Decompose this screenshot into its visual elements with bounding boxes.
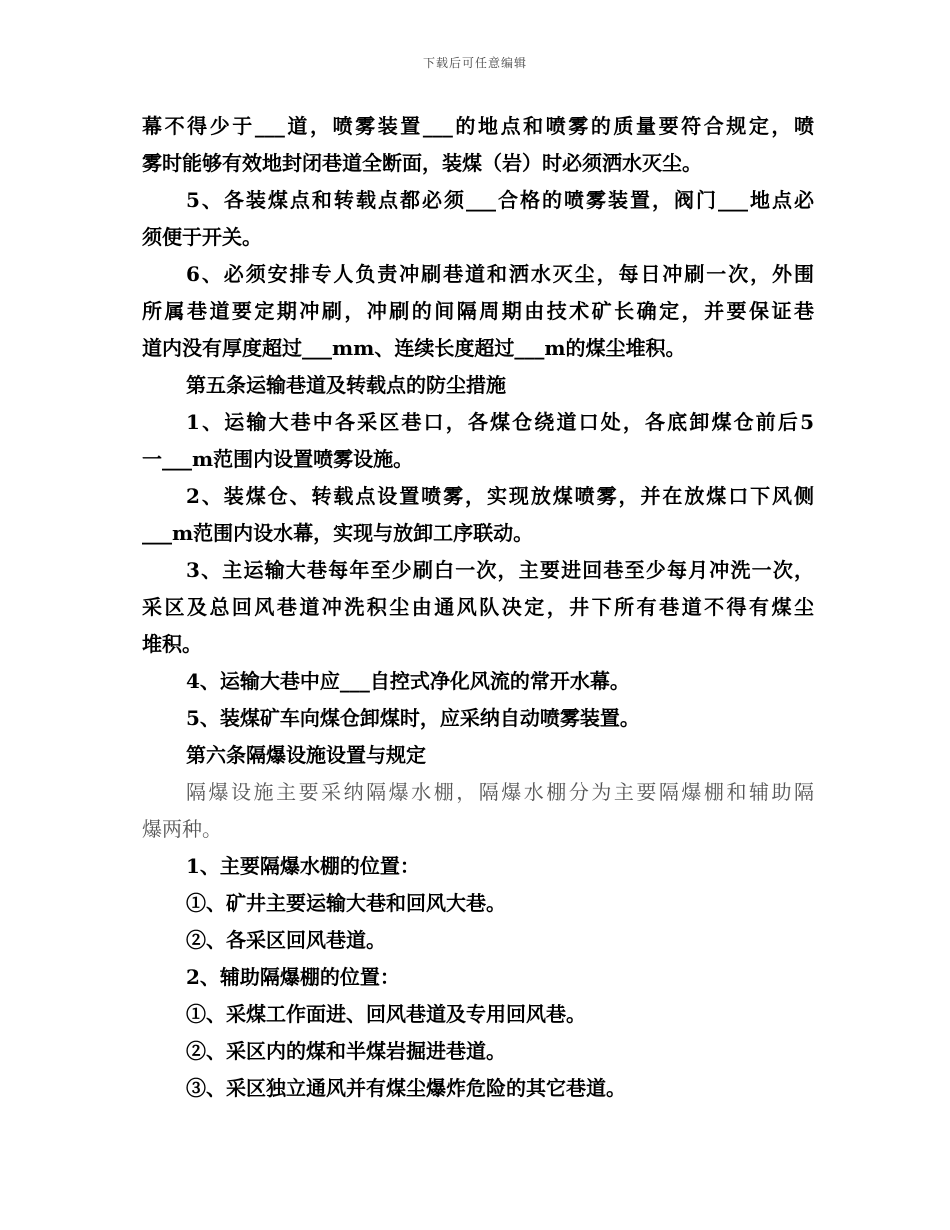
text-line: 1、主要隔爆水棚的位置：	[186, 854, 420, 878]
text-line: ①、采煤工作面进、回风巷道及专用回风巷。	[186, 1002, 586, 1026]
text-line: ①、矿井主要运输大巷和回风大巷。	[186, 891, 506, 915]
text-line: 5、各装煤点和转载点都必须___合格的喷雾装置，阀门___地点必	[186, 188, 814, 212]
text-line: 隔爆设施主要采纳隔爆水棚，隔爆水棚分为主要隔爆棚和辅助隔	[186, 780, 814, 804]
text-line: 须便于开关。	[142, 225, 262, 249]
text-line: ②、采区内的煤和半煤岩掘进巷道。	[186, 1039, 506, 1063]
text-line: 堆积。	[142, 632, 202, 656]
text-line: 爆两种。	[142, 817, 222, 841]
text-line: 幕不得少于___道，喷雾装置___的地点和喷雾的质量要符合规定，喷	[142, 114, 814, 138]
text-line: 第五条运输巷道及转载点的防尘措施	[186, 373, 506, 397]
document-body	[142, 108, 814, 1107]
text-line: 所属巷道要定期冲刷，冲刷的间隔周期由技术矿长确定，并要保证巷	[142, 299, 814, 323]
text-line: 第六条隔爆设施设置与规定	[186, 743, 426, 767]
text-line: ③、采区独立通风并有煤尘爆炸危险的其它巷道。	[186, 1076, 626, 1100]
text-line: 4、运输大巷中应___自控式净化风流的常开水幕。	[186, 669, 630, 693]
text-line: 6、必须安排专人负责冲刷巷道和洒水灭尘，每日冲刷一次，外围	[186, 262, 814, 286]
text-line: ②、各采区回风巷道。	[186, 928, 386, 952]
text-line: ___m范围内设水幕，实现与放卸工序联动。	[142, 521, 534, 545]
text-line: 采区及总回风巷道冲洗积尘由通风队决定，井下所有巷道不得有煤尘	[142, 595, 814, 619]
text-line: 5、装煤矿车向煤仓卸煤时，应采纳自动喷雾装置。	[186, 706, 640, 730]
text-line: 一___m范围内设置喷雾设施。	[142, 447, 414, 471]
text-line: 道内没有厚度超过___mm、连续长度超过___m的煤尘堆积。	[142, 336, 686, 360]
text-line: 1、运输大巷中各采区巷口，各煤仓绕道口处，各底卸煤仓前后5	[186, 410, 814, 434]
text-line: 3、主运输大巷每年至少刷白一次，主要进回巷至少每月冲洗一次，	[186, 558, 814, 582]
text-line: 2、辅助隔爆棚的位置：	[186, 965, 400, 989]
text-line: 2、装煤仓、转载点设置喷雾，实现放煤喷雾，并在放煤口下风侧	[186, 484, 814, 508]
page-header: 下载后可任意编辑	[422, 56, 527, 70]
text-line: 雾时能够有效地封闭巷道全断面，装煤（岩）时必须洒水灭尘。	[142, 151, 702, 175]
